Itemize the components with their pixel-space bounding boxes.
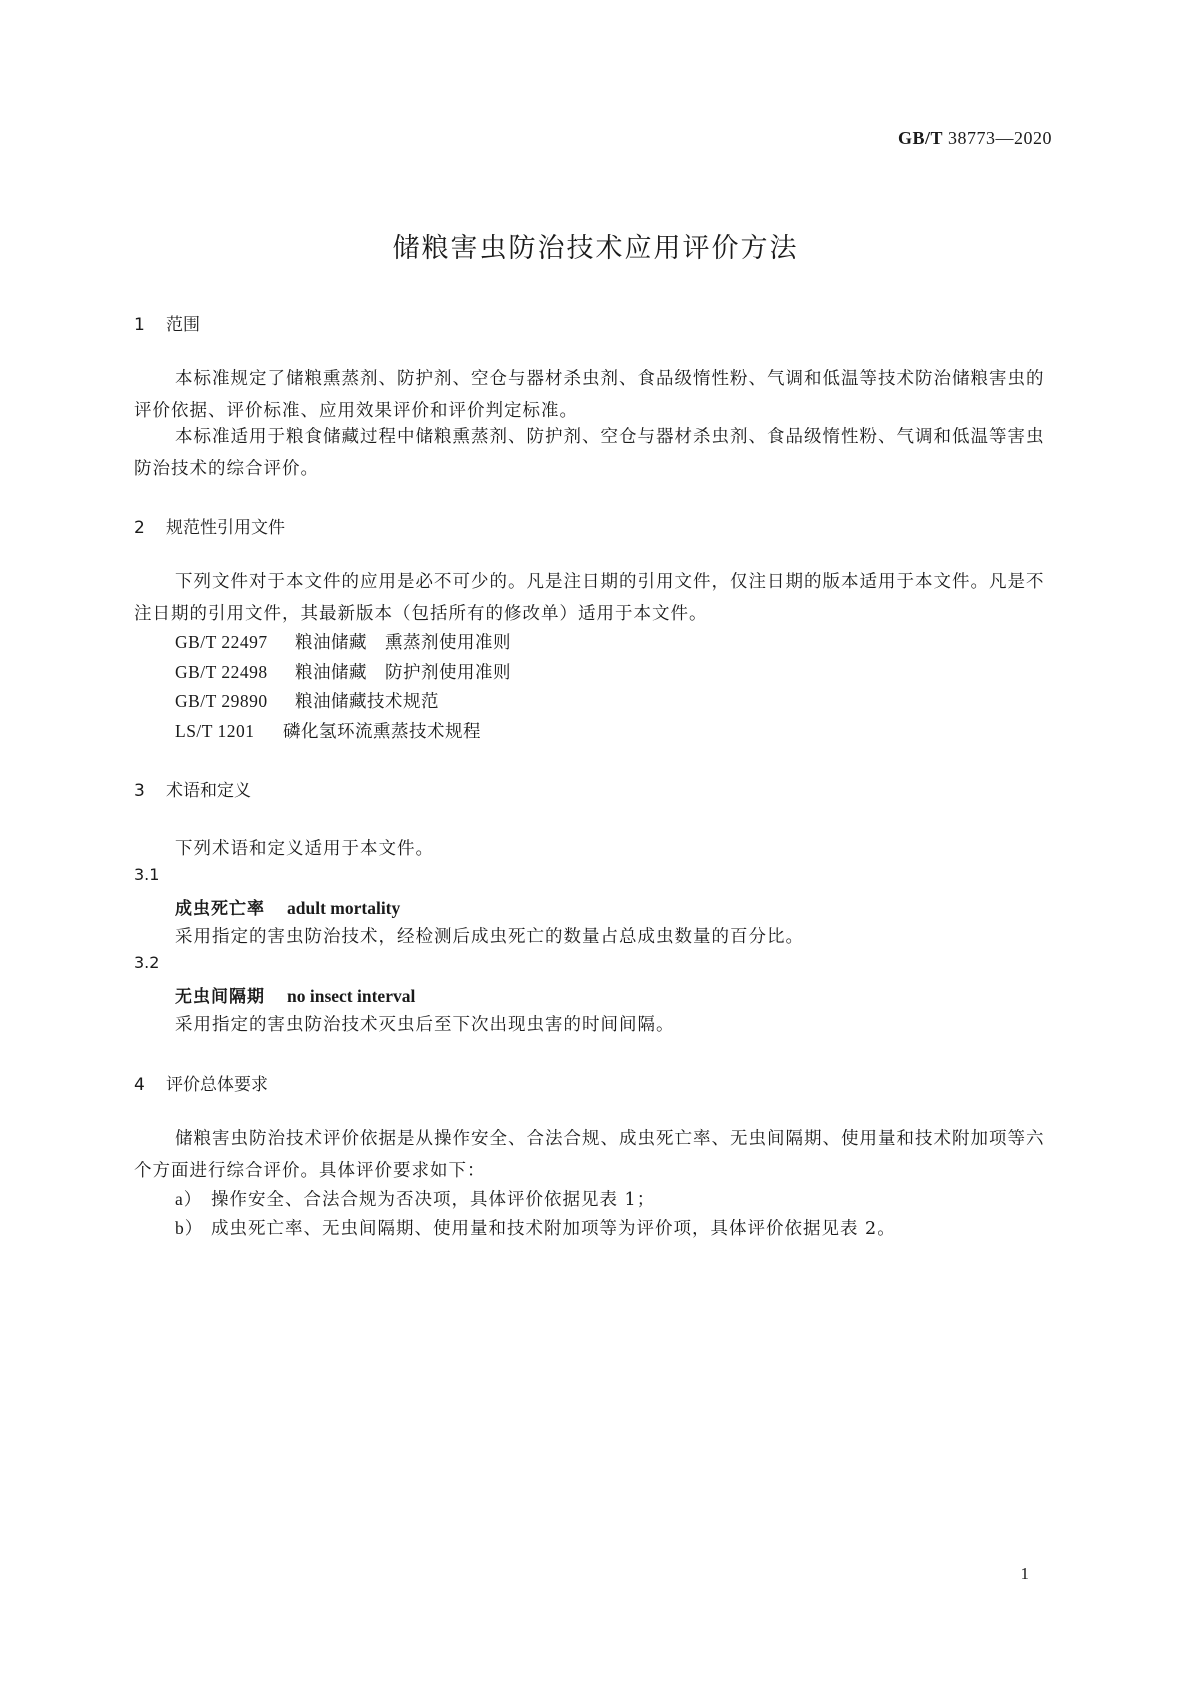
section-title: 术语和定义 xyxy=(166,781,251,801)
section-title: 范围 xyxy=(166,315,200,335)
term-number: 3.2 xyxy=(134,953,160,972)
reference-name: 粮油储藏 熏蒸剂使用准则 xyxy=(295,633,511,653)
term-entry xyxy=(175,982,415,1007)
paragraph: 下列术语和定义适用于本文件。 xyxy=(175,839,434,859)
section-heading-4 xyxy=(134,1070,268,1095)
section-number: 1 xyxy=(134,315,145,335)
paragraph: 储粮害虫防治技术评价依据是从操作安全、合法合规、成虫死亡率、无虫间隔期、使用量和技术附加项等六个方面进行综合评价。具体评价要求如下： xyxy=(134,1129,1045,1181)
reference-name: 粮油储藏 防护剂使用准则 xyxy=(295,663,511,683)
standard-code xyxy=(898,128,1052,149)
paragraph: 下列文件对于本文件的应用是必不可少的。凡是注日期的引用文件，仅注日期的版本适用于本文件。凡是不注日期的引用文件，其最新版本（包括所有的修改单）适用于本文件。 xyxy=(134,572,1045,624)
reference-item xyxy=(175,659,511,684)
standard-prefix: GB/T xyxy=(897,128,943,148)
page-number: 1 xyxy=(1020,1564,1029,1583)
reference-item xyxy=(175,718,481,743)
term-number: 3.1 xyxy=(134,865,160,884)
term-english: adult mortality xyxy=(287,898,401,918)
document-title: 储粮害虫防治技术应用评价方法 xyxy=(392,233,799,264)
reference-item xyxy=(175,688,439,713)
term-english: no insect interval xyxy=(287,986,416,1006)
section-number: 3 xyxy=(134,781,145,801)
list-text: 操作安全、合法合规为否决项，具体评价依据见表 1； xyxy=(211,1190,656,1210)
reference-code: GB/T 22498 xyxy=(175,662,268,682)
list-text: 成虫死亡率、无虫间隔期、使用量和技术附加项等为评价项，具体评价依据见表 2。 xyxy=(211,1219,896,1239)
reference-code: GB/T 22497 xyxy=(175,632,268,652)
section-heading-2 xyxy=(134,513,285,538)
term-chinese: 成虫死亡率 xyxy=(175,899,265,919)
list-marker: a） xyxy=(175,1189,203,1209)
list-item xyxy=(175,1186,655,1211)
reference-name: 磷化氢环流熏蒸技术规程 xyxy=(283,722,481,742)
section-number: 4 xyxy=(134,1075,145,1095)
section-heading-1 xyxy=(134,310,200,335)
reference-code: GB/T 29890 xyxy=(175,691,268,711)
section-number: 2 xyxy=(134,518,145,538)
term-chinese: 无虫间隔期 xyxy=(175,987,265,1007)
term-definition: 采用指定的害虫防治技术灭虫后至下次出现虫害的时间间隔。 xyxy=(175,1015,675,1035)
paragraph: 本标准适用于粮食储藏过程中储粮熏蒸剂、防护剂、空仓与器材杀虫剂、食品级惰性粉、气调和低温等害虫防治技术的综合评价。 xyxy=(134,427,1045,479)
section-title: 规范性引用文件 xyxy=(166,518,285,538)
reference-item xyxy=(175,629,511,654)
list-item xyxy=(175,1215,896,1240)
section-heading-3 xyxy=(134,776,251,801)
section-title: 评价总体要求 xyxy=(166,1075,268,1095)
term-entry xyxy=(175,894,400,919)
list-marker: b） xyxy=(175,1218,204,1238)
term-definition: 采用指定的害虫防治技术，经检测后成虫死亡的数量占总成虫数量的百分比。 xyxy=(175,927,804,947)
paragraph: 本标准规定了储粮熏蒸剂、防护剂、空仓与器材杀虫剂、食品级惰性粉、气调和低温等技术防治储粮害虫的评价依据、评价标准、应用效果评价和评价判定标准。 xyxy=(134,369,1045,421)
reference-name: 粮油储藏技术规范 xyxy=(295,692,439,712)
standard-number: 38773—2020 xyxy=(948,128,1052,148)
reference-code: LS/T 1201 xyxy=(175,721,255,741)
